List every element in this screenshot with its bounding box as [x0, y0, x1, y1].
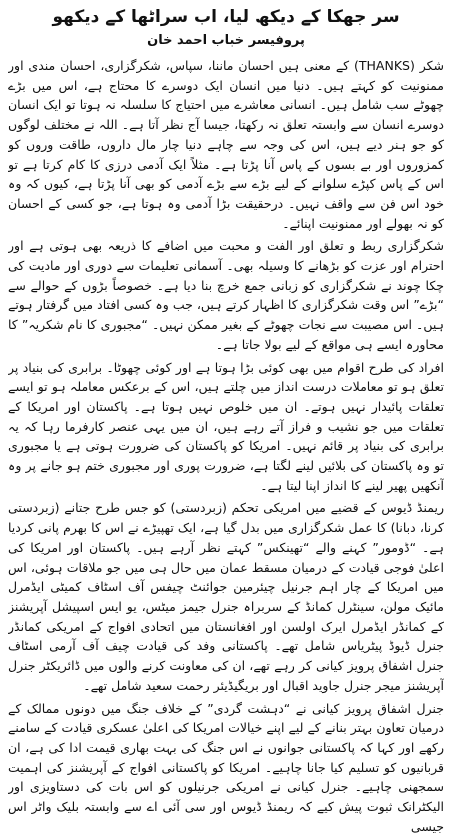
- paragraph-raymond-davis: ریمنڈ ڈیوس کے قضیے میں امریکی تحکم (زبردستی) کو جس طرح جتانے (زبردستی کرنا، دبانا) کا عمل شکرگزاری میں بدل گیا ہے، ایک تھپیڑے نے اس کا بھرم پانی کردیا ہے۔ “ڈومور” کہنے والے “تھینکس” کہتے نظر آرہے ہیں۔ پاکستان اور امریکا کی اعلیٰ فوجی قیادت کے درمیان مسقط عمان میں حال ہی میں جو ملاقات ہوئی، اس میں امریکا کے چار اہم جرنیل چیئرمین جوائنٹ چیفس آف اسٹاف کمیٹی ایڈمرل مائیک مولن، سینٹرل کمانڈ کے سربراہ جنرل جیمز میٹس، یو ایس اسپیشل آپریشنز کے کمانڈر ایڈمرل ایرک اولسن اور افغانستان میں اتحادی افواج کے امریکی کمانڈر جنرل ڈیوڈ پیٹریاس شامل تھے۔ پاکستانی وفد کی قیادت چیف آف آرمی اسٹاف جنرل اشفاق پرویز کیانی کر رہے تھے، ان کی معاونت کرنے والوں میں ڈائریکٹر جنرل آپریشنز میجر جنرل جاوید اقبال اور بریگیڈیئر رحمت سعید شامل تھے۔: [8, 498, 444, 695]
- article-headline: سر جھکا کے دیکھ لیا، اب سراٹھا کے دیکھو: [8, 6, 444, 30]
- author-byline: پروفیسر خباب احمد خان: [8, 32, 444, 52]
- paragraph-general-kayani: جنرل اشفاق پرویز کیانی نے “دہشت گردی” کے خلاف جنگ میں دونوں ممالک کے درمیان تعاون بہتر بنانے کے لیے اپنے خیالات امریکا کی اعلیٰ عسکری قیادت کے سامنے رکھے اور کہا کہ پاکستانی جوانوں نے اس جنگ کی بہت بھاری قیمت ادا کی ہے، ان قربانیوں کو تسلیم کیا جانا چاہیے۔ امریکا کو پاکستانی افواج کے آپریشنز کی اہمیت سمجھنی چاہیے۔ جنرل کیانی نے امریکی جرنیلوں کو اس بات کی دستاویزی اور الیکٹرانک ثبوت پیش کیے کہ ریمنڈ ڈیوس اور سی آئی اے سے وابستہ بلیک واٹر اس جیسی: [8, 699, 444, 836]
- paragraph-gratitude-meaning: شکر (THANKS) کے معنی ہیں احسان ماننا، سپاس، شکرگزاری، احسان مندی اور ممنونیت کو کہتے ہیں۔ دنیا میں انسان ایک دوسرے کا محتاج ہے، اس میں بڑے چھوٹے سب شامل ہیں۔ انسانی معاشرے میں احتیاج کا سلسلہ نہ ہوتا تو ایک انسان دوسرے انسان سے وابستہ تعلق نہ رکھتا، جیسا آج نظر آتا ہے۔ اللہ نے مختلف لوگوں کو جو ہنر دیے ہیں، اس کی وجہ سے چاہے دنیا چار مال داروں، طاقت وروں کو کمزوروں اور بے بسوں کے پاس آنا پڑتا ہے۔ مثلاً ایک آدمی درزی کا کام کرتا ہے تو اس کے پاس کپڑے سلوانے کے لیے بڑے سے بڑے آدمی کو بھی آنا پڑتا ہے، کیوں کہ وہ خود اس فن سے واقف نہیں۔ درحقیقت بڑا آدمی وہ ہوتا ہے، جو کسی کے احسان کو نہ بھولے اور ممنونیت اپنائے۔: [8, 56, 444, 233]
- paragraph-nations-equality: افراد کی طرح اقوام میں بھی کوئی بڑا ہوتا ہے اور کوئی چھوٹا۔ برابری کی بنیاد پر تعلق ہو تو معاملات درست انداز میں چلتے ہیں، اس کے برعکس معاملہ ہو تو ایسے تعلقات پائیدار نہیں ہوتے۔ ان میں خلوص نہیں ہوتا ہے۔ پاکستان اور امریکا کے تعلقات میں جو نشیب و فراز آتے رہے ہیں، ان میں یہی عنصر کارفرما رہا کہ یہ برابری کی بنیاد پر قائم نہیں۔ امریکا کو پاکستان کی ضرورت ہوتی ہے یا مجبوری تو وہ پاکستان کی بلائیں لینے لگتا ہے، ضرورت پوری اور مجبوری ختم ہو جانے پر وہ آنکھیں پھیر لینے کا انداز اپنا لیتا ہے۔: [8, 358, 444, 496]
- paragraph-gratitude-relations: شکرگزاری ربط و تعلق اور الفت و محبت میں اضافے کا ذریعہ بھی ہوتی ہے اور احترام اور عزت کو بڑھانے کا وسیلہ بھی۔ آسمانی تعلیمات سے دوری اور مادیت کی چکا چوند نے شکرگزاری کو زبانی جمع خرچ بنا دیا ہے۔ خصوصاً بڑوں کے حوالے سے “بڑے” اس وقت شکرگزاری کا اظہار کرتے ہیں، جب وہ کسی افتاد میں گرفتار ہوتے ہیں۔ اس مصیبت سے نجات چھوٹے کے بغیر ممکن نہیں۔ “مجبوری کا نام شکریہ” کا محاورہ ایسے ہی مواقع کے لیے بولا جاتا ہے۔: [8, 236, 444, 354]
- article-body: [8, 56, 444, 836]
